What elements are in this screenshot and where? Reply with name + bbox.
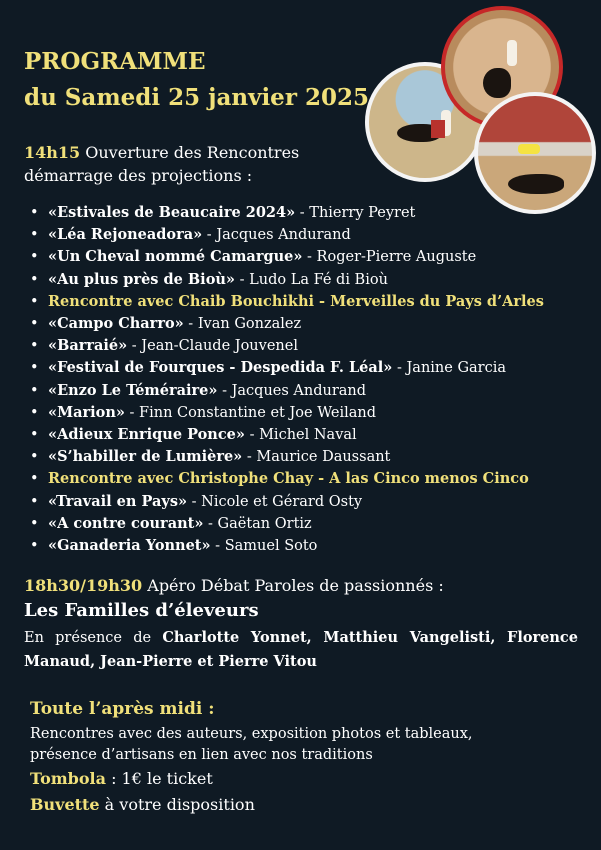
film-author: - Ludo La Fé di Bioù	[234, 271, 388, 288]
film-title: «Travail en Pays»	[48, 492, 188, 510]
film-list-item	[30, 291, 544, 313]
title-line-date: du Samedi 25 janvier 2025	[24, 84, 369, 111]
tombola-line	[30, 769, 213, 788]
film-title: «Barraié»	[48, 337, 128, 355]
intro-text-1: Ouverture des Rencontres	[80, 143, 300, 162]
presence-prefix: En présence de	[24, 630, 163, 646]
film-author: - Jacques Andurand	[217, 382, 367, 399]
film-title: «Ganaderia Yonnet»	[48, 537, 211, 555]
bull-shape	[508, 174, 564, 194]
film-title: Rencontre avec Christophe Chay - A las Cinco menos Cinco	[48, 470, 529, 488]
afternoon-text	[30, 724, 473, 766]
film-list-item	[30, 513, 544, 535]
film-title: «Festival de Fourques - Despedida F. Léal»	[48, 359, 393, 377]
film-title: «Au plus près de Bioù»	[48, 270, 235, 288]
tombola-label: Tombola	[30, 769, 106, 788]
afternoon-line-2: présence d’artisans en lien avec nos traditions	[30, 747, 373, 763]
film-author: - Janine Garcia	[392, 360, 507, 377]
film-list-item	[30, 446, 544, 468]
film-list-item	[30, 402, 544, 424]
afternoon-line-1: Rencontres avec des auteurs, exposition photos et tableaux,	[30, 726, 473, 742]
film-author: - Nicole et Gérard Osty	[187, 493, 363, 510]
buvette-line	[30, 795, 255, 814]
cape-shape	[431, 120, 445, 138]
film-list	[30, 202, 544, 557]
film-list-item	[30, 269, 544, 291]
film-list-item	[30, 335, 544, 357]
film-title: «Estivales de Beaucaire 2024»	[48, 204, 296, 221]
film-title: «Léa Rejoneadora»	[48, 226, 203, 244]
film-list-item	[30, 491, 544, 513]
film-title: «A contre courant»	[48, 514, 204, 532]
intro-block	[24, 141, 299, 187]
film-list-item	[30, 246, 544, 268]
afternoon-title: Toute l’après midi :	[30, 699, 215, 719]
film-list-item	[30, 380, 544, 402]
families-heading: Les Familles d’éleveurs	[24, 600, 259, 621]
film-title: «Enzo Le Téméraire»	[48, 381, 218, 399]
rider-shape	[507, 40, 517, 66]
film-title: «Campo Charro»	[48, 315, 184, 333]
apero-text: Apéro Débat Paroles de passionnés :	[142, 576, 444, 595]
tombola-text: : 1€ le ticket	[105, 769, 213, 788]
film-author: - Michel Naval	[244, 427, 357, 444]
film-list-item	[30, 535, 544, 557]
film-author: - Samuel Soto	[210, 538, 318, 555]
film-author: - Roger-Pierre Auguste	[302, 249, 477, 266]
presence-text	[24, 626, 578, 674]
film-title: «S’habiller de Lumière»	[48, 448, 243, 466]
film-author: - Finn Constantine et Joe Weiland	[124, 404, 377, 421]
bullfight-photo-3	[474, 92, 596, 214]
film-title: Rencontre avec Chaib Bouchikhi - Merveilles du Pays d’Arles	[48, 292, 544, 310]
intro-time: 14h15	[24, 143, 81, 162]
jumper-shape	[518, 144, 540, 154]
intro-text-2: démarrage des projections :	[24, 166, 253, 185]
buvette-text: à votre disposition	[99, 795, 255, 814]
film-author: - Ivan Gonzalez	[183, 316, 302, 333]
film-list-item	[30, 357, 544, 379]
film-title: «Adieux Enrique Ponce»	[48, 426, 245, 444]
bull-shape	[483, 68, 511, 98]
film-author: - Jean-Claude Jouvenel	[127, 338, 298, 355]
film-title: «Un Cheval nommé Camargue»	[48, 248, 303, 266]
apero-line	[24, 574, 444, 598]
film-author: - Jacques Andurand	[202, 227, 351, 244]
buvette-label: Buvette	[30, 795, 100, 814]
film-list-item	[30, 424, 544, 446]
presence-names: Charlotte Yonnet, Matthieu Vangelisti, Florence Manaud, Jean-Pierre et Pierre Vitou	[24, 629, 578, 670]
film-title: «Marion»	[48, 403, 125, 421]
film-author: - Thierry Peyret	[295, 205, 416, 221]
film-list-item	[30, 224, 544, 246]
film-author: - Gaëtan Ortiz	[203, 515, 312, 532]
film-list-item	[30, 468, 544, 490]
film-list-item	[30, 313, 544, 335]
apero-time: 18h30/19h30	[24, 576, 143, 595]
film-author: - Maurice Daussant	[242, 449, 391, 466]
film-list-item	[30, 202, 544, 224]
title-line-programme: PROGRAMME	[24, 48, 206, 75]
page-title	[24, 44, 369, 116]
